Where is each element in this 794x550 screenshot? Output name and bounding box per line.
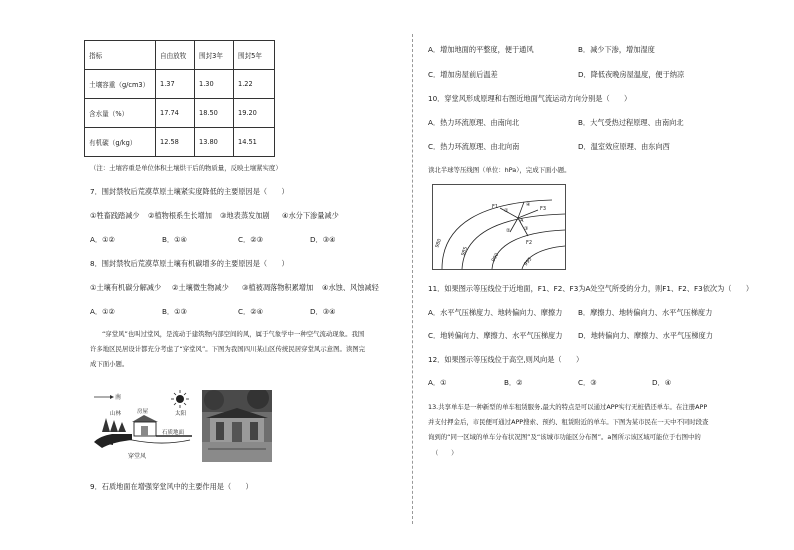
question-9-stem: 9．石质地面在增强穿堂风中的主要作用是（ ） [90, 482, 253, 491]
question-7-stem: 7．围封禁牧后荒漠草原土壤紧实度降低的主要原因是（ ） [90, 187, 289, 196]
q7-option-2: ②植物根系生长增加 [148, 211, 212, 220]
q8-answer-d[interactable]: D．③④ [310, 307, 336, 316]
question-10-stem: 10．穿堂风形成原理和右图近地面气流运动方向分别是（ ） [428, 94, 632, 103]
sun-label: 太阳 [175, 411, 187, 417]
point-a-label: A [520, 218, 524, 224]
table-note: （注：土壤容重是单位体积土壤烘干后的物质量，反映土壤紧实度） [90, 164, 282, 172]
sun-icon [171, 390, 189, 408]
q10-answer-b[interactable]: B．大气受热过程原理、由南向北 [578, 118, 684, 127]
q9-answer-d[interactable]: D．降低夜晚房屋温度，便于纳凉 [578, 70, 685, 79]
tree-icon [102, 418, 126, 432]
q10-answer-d[interactable]: D．温室效应原理、由东向西 [578, 142, 670, 151]
table-cell: 1.30 [195, 70, 234, 99]
q12-answer-b[interactable]: B．② [504, 378, 523, 387]
q11-answer-d[interactable]: D．地转偏向力、摩擦力、水平气压梯度力 [578, 331, 713, 340]
table-row [85, 99, 275, 128]
q11-answer-a[interactable]: A．水平气压梯度力、地转偏向力、摩擦力 [428, 308, 563, 317]
table-cell: 12.58 [156, 128, 195, 157]
table-header-cell: 围封5年 [234, 41, 275, 70]
isobar-diagram [432, 184, 566, 270]
q7-answer-a[interactable]: A．①② [90, 235, 115, 244]
q9-answer-a[interactable]: A．增加地面的平整度，便于通风 [428, 45, 534, 54]
south-arrow-head-icon [110, 395, 114, 399]
q8-answer-a[interactable]: A．①② [90, 307, 115, 316]
question-13-line-3: 询到的“同一区域的单车分布状况图”及“该城市功能区分布图”。a图所示该区域可能位于右图中的 [428, 433, 701, 441]
question-13-line-2: 并支付押金后，市民便可通过APP搜索、预约、租赁附近的单车。下图为某市民在一天中不同时段查 [428, 418, 709, 426]
direction-label-2: ② [506, 228, 511, 234]
stone-ground-label: 石质地面 [162, 430, 185, 436]
direction-label-4: ④ [526, 202, 531, 208]
force-label-f2: F2 [526, 240, 533, 246]
q7-option-4: ④水分下渗量减少 [282, 211, 339, 220]
soil-data-table [84, 40, 275, 157]
question-12-stem: 12．如果图示等压线位于高空,则风向是（ ） [428, 355, 584, 364]
q7-answer-b[interactable]: B．①④ [162, 235, 188, 244]
q10-answer-c[interactable]: C．热力环流原理、由北向南 [428, 142, 520, 151]
table-header-cell: 指标 [85, 41, 156, 70]
column-divider [412, 34, 413, 524]
table-header-row [85, 41, 275, 70]
table-cell: 土壤容重（g/cm3） [85, 70, 156, 99]
q9-answer-b[interactable]: B．减少下渗，增加湿度 [578, 45, 655, 54]
q8-option-1: ①土壤有机碳分解减少 [90, 283, 162, 292]
q11-answer-c[interactable]: C．地转偏向力、摩擦力、水平气压梯度力 [428, 331, 563, 340]
table-cell: 19.20 [234, 99, 275, 128]
q7-answer-c[interactable]: C．②③ [238, 235, 264, 244]
q8-option-3: ③植被凋落物积累增加 [242, 283, 314, 292]
question-13-line-4: （ ） [432, 449, 458, 457]
q7-option-1: ①牲畜践踏减少 [90, 211, 140, 220]
house-icon [132, 415, 158, 436]
table-header-cell: 自由放牧 [156, 41, 195, 70]
passage-line-1: “穿堂风”也叫过堂风，是流动于建筑物内部空间的风，属于气象学中一种空气流动现象。我国 [102, 330, 365, 338]
direction-label-3: ③ [524, 226, 529, 232]
table-cell: 18.50 [195, 99, 234, 128]
passage-line-3: 成下面小题。 [90, 360, 129, 368]
q8-option-2: ②土壤微生物减少 [172, 283, 229, 292]
q12-answer-d[interactable]: D．④ [652, 378, 672, 387]
isobar-value-label: 985 [461, 246, 470, 257]
table-row [85, 70, 275, 99]
q12-answer-a[interactable]: A．① [428, 378, 447, 387]
force-label-f3: F3 [540, 206, 547, 212]
isobar-intro: 读北半球等压线图（单位：hPa），完成下面小题。 [428, 166, 571, 174]
q7-answer-d[interactable]: D．③④ [310, 235, 336, 244]
table-header-cell: 围封3年 [195, 41, 234, 70]
table-cell: 13.80 [195, 128, 234, 157]
q12-answer-c[interactable]: C．③ [578, 378, 597, 387]
south-label: 南 [115, 394, 122, 401]
traditional-house-photo [202, 390, 272, 462]
table-cell: 14.51 [234, 128, 275, 157]
question-13-line-1: 13.共享单车是一种新型的单车租赁服务,最大的特点是可以通过APP实行无桩借还单车。在注册APP [428, 403, 708, 411]
isobar-value-label: 990 [491, 252, 501, 263]
draught-wind-diagram [92, 388, 196, 466]
table-row [85, 128, 275, 157]
house-label: 房屋 [137, 409, 149, 415]
question-8-stem: 8．围封禁牧后荒漠草原土壤有机碳增多的主要原因是（ ） [90, 259, 289, 268]
direction-label-1: ① [504, 208, 509, 214]
q8-option-4: ④水蚀、风蚀减轻 [322, 283, 379, 292]
q9-answer-c[interactable]: C．增加房屋前后温差 [428, 70, 498, 79]
isobar-value-label: 980 [435, 238, 444, 249]
table-cell: 有机碳（g/kg） [85, 128, 156, 157]
q8-answer-c[interactable]: C．②④ [238, 307, 264, 316]
question-11-stem: 11．如果图示等压线位于近地面，F1、F2、F3为A处空气所受的分力，则F1、F2、F3依次为（ ） [428, 284, 754, 293]
draught-wind-label: 穿堂风 [128, 453, 147, 460]
q8-answer-b[interactable]: B．①③ [162, 307, 188, 316]
passage-line-2: 许多地区民居设计都充分考虑了“穿堂风”。下图为我国四川某山区传统民居穿堂风示意图。读图完 [90, 345, 366, 353]
table-cell: 1.22 [234, 70, 275, 99]
table-cell: 1.37 [156, 70, 195, 99]
force-label-f1: F1 [492, 204, 499, 210]
isobar-value-label: 995 [523, 257, 534, 268]
table-cell: 17.74 [156, 99, 195, 128]
q7-option-3: ③地表蒸发加剧 [220, 211, 270, 220]
mountain-forest-label: 山林 [110, 411, 122, 417]
q10-answer-a[interactable]: A．热力环流原理、由南向北 [428, 118, 520, 127]
table-cell: 含水量（%） [85, 99, 156, 128]
q11-answer-b[interactable]: B．摩擦力、地转偏向力、水平气压梯度力 [578, 308, 713, 317]
